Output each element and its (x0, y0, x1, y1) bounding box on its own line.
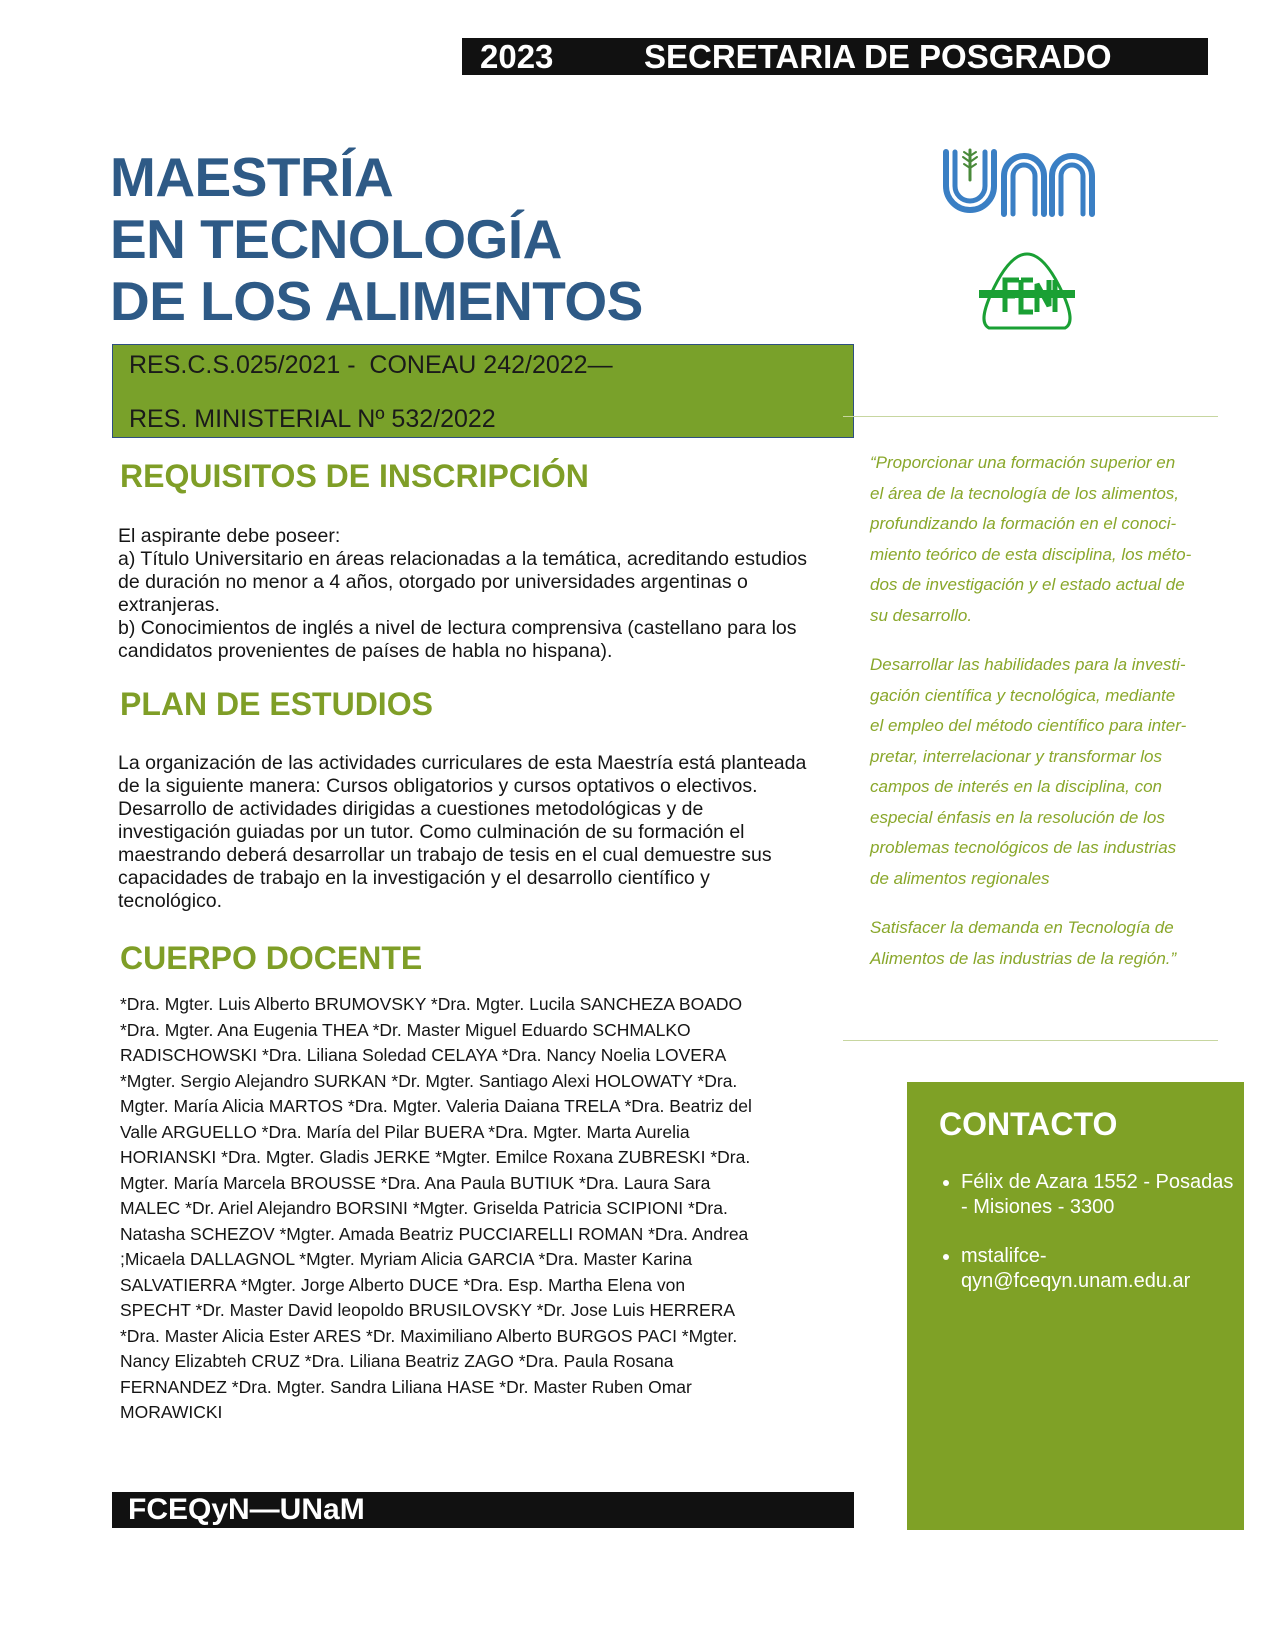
requisitos-heading: REQUISITOS DE INSCRIPCIÓN (120, 458, 589, 494)
quote-line: profundizando la formación en el conoci- (870, 514, 1177, 533)
header-bar (462, 38, 1208, 75)
resolutions-box (112, 344, 854, 438)
docentes-line: FERNANDEZ *Dra. Mgter. Sandra Liliana HASE *Dr. Master Ruben Omar (120, 1376, 692, 1397)
contact-address: • Félix de Azara 1552 - Posadas - Misiones - 3300 (961, 1170, 1241, 1220)
docentes-line: SPECHT *Dr. Master David leopoldo BRUSILOVSKY *Dr. Jose Luis HERRERA (120, 1300, 736, 1320)
quote-line: “Proporcionar una formación superior en (870, 453, 1176, 472)
requisitos-text (118, 525, 808, 663)
docentes-heading: CUERPO DOCENTE (120, 940, 423, 976)
quote-line: gación científica y tecnológica, mediante (870, 685, 1176, 705)
quote-line: el empleo del método científico para inter- (870, 716, 1187, 735)
page-title (110, 146, 643, 332)
quote-line: problemas tecnológicos de las industrias (870, 838, 1177, 857)
quote-line: su desarrollo. (870, 605, 973, 625)
title-line-2: EN TECNOLOGÍA (110, 208, 562, 270)
docentes-line: *Dra. Master Alicia Ester ARES *Dr. Maximiliano Alberto BURGOS PACI *Mgter. (120, 1325, 738, 1346)
docentes-line: ;Micaela DALLAGNOL *Mgter. Myriam Alicia GARCIA *Dra. Master Karina (120, 1249, 693, 1269)
header-year: 2023 (480, 38, 554, 75)
quote-line: de alimentos regionales (870, 868, 1050, 888)
quote-line: Alimentos de las industrias de la región.” (870, 948, 1177, 968)
requisitos-item-b: b) Conocimientos de inglés a nivel de lectura comprensiva (castellano para los candidatos provenientes de países de habla no hispana). (118, 617, 797, 662)
divider-top (843, 416, 1218, 417)
contact-heading: CONTACTO (939, 1106, 1118, 1142)
title-line-3: DE LOS ALIMENTOS (110, 270, 643, 332)
docentes-line: HORIANSKI *Dra. Mgter. Gladis JERKE *Mgter. Emilce Roxana ZUBRESKI *Dra. (120, 1147, 751, 1167)
resolution-line-1: RES.C.S.025/2021 - CONEAU 242/2022— (129, 351, 613, 379)
docentes-line: Mgter. María Marcela BROUSSE *Dra. Ana Paula BUTIUK *Dra. Laura Sara (120, 1172, 711, 1193)
docentes-line: SALVATIERRA *Mgter. Jorge Alberto DUCE *Dra. Esp. Martha Elena von (120, 1274, 686, 1295)
footer-bar (112, 1492, 854, 1528)
contact-email[interactable]: • mstalifce-qyn@fceqyn.unam.edu.ar (961, 1244, 1241, 1294)
plan-paragraph: La organización de las actividades curriculares de esta Maestría está planteada de la siguiente manera: Cursos obligatorios y cursos optativos o electivos. Desarrollo de actividades dirigidas a cuestiones metodológicas y de investigación guiadas por un tutor. Como culminación de su formación el maestrando deberá desarrollar un trabajo de tesis en el cual demuestre sus capacidades de trabajo en la investigación y el desarrollo científico y tecnológico. (118, 752, 807, 912)
docentes-line: MALEC *Dr. Ariel Alejandro BORSINI *Mgter. Griselda Patricia SCIPIONI *Dra. (120, 1198, 728, 1218)
docentes-line: Valle ARGUELLO *Dra. María del Pilar BUERA *Dra. Mgter. Marta Aurelia (120, 1121, 690, 1142)
docentes-line: Mgter. María Alicia MARTOS *Dra. Mgter. Valeria Daiana TRELA *Dra. Beatriz del (120, 1096, 752, 1116)
docentes-line: *Dra. Mgter. Luis Alberto BRUMOVSKY *Dra. Mgter. Lucila SANCHEZA BOADO (120, 994, 743, 1014)
plan-text (118, 752, 808, 913)
docentes-line: Natasha SCHEZOV *Mgter. Amada Beatriz PUCCIARELLI ROMAN *Dra. Andrea (120, 1223, 749, 1244)
contact-box (907, 1082, 1244, 1530)
docentes-line: *Dra. Mgter. Ana Eugenia THEA *Dr. Master Miguel Eduardo SCHMALKO (120, 1019, 691, 1040)
quote-paragraph-2 (870, 650, 1240, 894)
quote-paragraph-1 (870, 448, 1240, 631)
docentes-line: *Mgter. Sergio Alejandro SURKAN *Dr. Mgter. Santiago Alexi HOLOWATY *Dra. (120, 1070, 738, 1091)
contact-list (939, 1170, 1241, 1318)
unam-logo (940, 142, 1112, 220)
quote-line: especial énfasis en la resolución de los (870, 807, 1165, 827)
requisitos-item-a: a) Título Universitario en áreas relacionadas a la temática, acreditando estudios de duración no menor a 4 años, otorgado por universidades argentinas o extranjeras. (118, 548, 808, 616)
docentes-list (120, 992, 810, 1426)
fceqyn-logo (975, 250, 1079, 332)
quote-line: Desarrollar las habilidades para la investi- (870, 655, 1186, 674)
plan-heading: PLAN DE ESTUDIOS (120, 686, 433, 722)
footer-label: FCEQyN—UNaM (128, 1493, 365, 1526)
title-line-1: MAESTRÍA (110, 146, 394, 208)
quote-line: pretar, interrelacionar y transformar los (870, 746, 1162, 766)
quote-line: campos de interés en la disciplina, con (870, 777, 1162, 796)
quote-line: el área de la tecnología de los alimentos, (870, 483, 1180, 503)
header-secretaria: SECRETARIA DE POSGRADO (644, 38, 1112, 75)
requisitos-intro: El aspirante debe poseer: (118, 525, 341, 547)
docentes-line: RADISCHOWSKI *Dra. Liliana Soledad CELAYA *Dra. Nancy Noelia LOVERA (120, 1045, 727, 1065)
docentes-line: MORAWICKI (120, 1402, 223, 1422)
quote-line: dos de investigación y el estado actual de (870, 575, 1185, 594)
objectives-quote (870, 448, 1240, 974)
fceqyn-logo-icon (975, 250, 1079, 332)
unam-logo-icon (940, 142, 1112, 220)
divider-bottom (843, 1040, 1218, 1041)
docentes-line: Nancy Elizabteh CRUZ *Dra. Liliana Beatriz ZAGO *Dra. Paula Rosana (120, 1351, 674, 1371)
resolution-line-2: RES. MINISTERIAL Nº 532/2022 (129, 405, 496, 433)
quote-paragraph-3 (870, 913, 1240, 974)
quote-line: Satisfacer la demanda en Tecnología de (870, 918, 1174, 937)
quote-line: miento teórico de esta disciplina, los méto- (870, 544, 1192, 564)
